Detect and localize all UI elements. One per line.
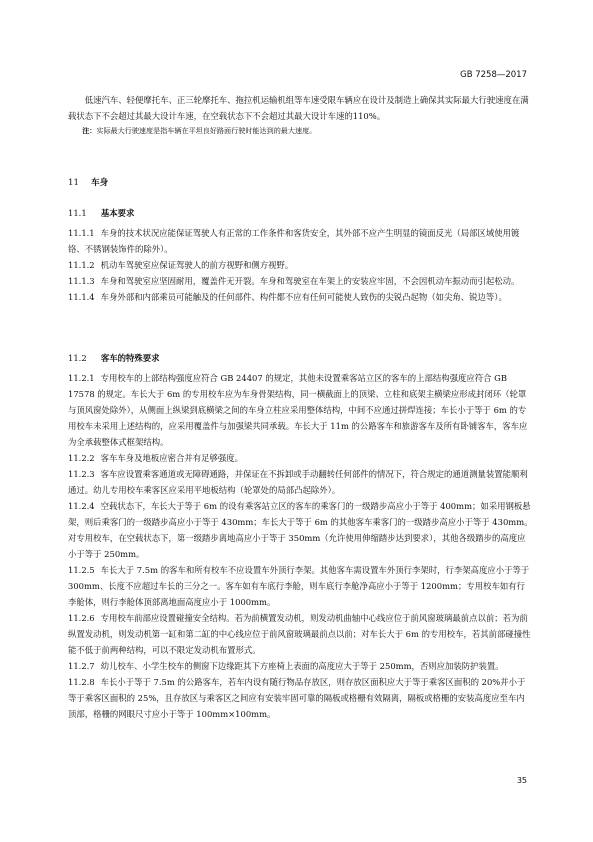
clause-11-2-5: 11.2.5 车长大于 7.5m 的客车和所有校车不应设置车外顶行李架。其他客车需设置车外顶行李架时，行李架高度应小于等于 300mm、长度不应超过车长的三分之一。客车如有车底行李舱，则车底行李舱净高应小于等于 1200mm；专用校车如有行李舱体，则行李舱体顶部离地面高度应小于 1000mm。 <box>68 565 530 607</box>
clause-11-2-4: 11.2.4 空载状态下，车长大于等于 6m 的设有乘客站立区的客车的乘客门的一级踏步高应小于等于 400mm；如采用钢板悬架，则后乘客门的一级踏步高应小于等于 430mm；车长大于等于 6m 的其他客车乘客门的一级踏步高应小于等于 430mm。对专用校车，在空载状态下，第一级踏步离地高应小于等于 350mm（允许使用伸缩踏步达到要求），其他各级踏步的高度应小于等于 250mm。 <box>68 501 533 559</box>
clause-11-1-1: 11.1.1 车身的技术状况应能保证驾驶人有正常的工作条件和客货安全，其外部不应产生明显的镜面反光（局部区域使用镀铬、不锈钢装饰件的除外）。 <box>68 228 520 254</box>
subsection-heading-basic <box>68 207 134 219</box>
clauses-bus <box>68 370 533 722</box>
subsection-number: 11.2 <box>68 353 87 363</box>
section-heading <box>68 176 108 188</box>
note <box>68 124 533 138</box>
subsection-heading-bus <box>68 352 160 364</box>
standard-number: GB 7258—2017 <box>460 70 527 80</box>
clause-11-1-2: 11.1.2 机动车驾驶室应保证驾驶人的前方视野和侧方视野。 <box>68 260 294 270</box>
intro-paragraph: 低速汽车、轻便摩托车、正三轮摩托车、拖拉机运输机组等车速受限车辆应在设计及制造上确保其实际最大行驶速度在满载状态下不会超过其最大设计车速，在空载状态下不会超过其最大设计车速的110%。 <box>68 95 529 121</box>
subsection-title: 客车的特殊要求 <box>100 353 160 363</box>
clause-11-2-1: 11.2.1 专用校车的上部结构强度应符合 GB 24407 的规定，其他未设置乘客站立区的客车的上部结构强度应符合 GB 17578 的规定。车长大于 6m 的专用校车应为车身骨架结构，同一横截面上的顶梁、立柱和底架主横梁应形成封闭环（轮罩与顶风窗处除外），从侧面上纵梁到底横梁之间的车身立柱应采用整体结构，中间不应通过拼焊连接；车长小于等于 6m 的专用校车未采用上述结构的，应采用覆盖件与加强梁共同承载。车长大于 11m 的公路客车和旅游客车及所有卧铺客车，客车应为全承载整体式框架结构。 <box>68 373 528 447</box>
clause-11-1-3: 11.1.3 车身和驾驶室应坚固耐用，覆盖件无开裂。车身和驾驶室在车架上的安装应牢固，不会因机动车振动而引起松动。 <box>68 276 520 286</box>
clause-11-1-4: 11.1.4 车身外部和内部乘员可能触及的任何部件、构件都不应有任何可能使人致伤的尖锐凸起物（如尖角、锐边等）。 <box>68 292 507 302</box>
page-number: 35 <box>516 776 527 785</box>
clauses-basic <box>68 225 533 305</box>
note-text: 实际最大行驶速度是指车辆在平坦良好路面行驶时能达到的最大速度。 <box>96 126 317 135</box>
clause-11-2-3: 11.2.3 客车应设置乘客通道或无障碍通路，并保证在不拆卸或手动翻转任何部件的情况下，符合规定的通道测量装置能顺利通过。幼儿专用校车乘客区应采用平地板结构（轮罩处的局部凸起除外）。 <box>68 469 528 495</box>
subsection-title: 基本要求 <box>100 208 135 218</box>
subsection-number: 11.1 <box>68 208 87 218</box>
clause-11-2-8: 11.2.8 车长小于等于 7.5m 的公路客车，若车内设有随行物品存放区，则存放区面积应大于等于乘客区面积的 20%并小于等于乘客区面积的 25%，且存放区与乘客区之间应有安装牢固可靠的隔板或格栅有效隔离，隔板或格栅的安装高度应至车内顶部，格栅的网眼尺寸应小于等于 100mm×100mm。 <box>68 677 526 719</box>
section-title: 车身 <box>91 178 109 188</box>
section-number: 11 <box>68 178 79 188</box>
intro-block <box>68 92 533 138</box>
clause-11-2-2: 11.2.2 客车车身及地板应密合并有足够强度。 <box>68 453 244 463</box>
clause-11-2-6: 11.2.6 专用校车前部应设置碰撞安全结构。若为前横置发动机，则发动机曲轴中心线应位于前风窗玻璃最前点以前；若为前纵置发动机，则发动机第一缸和第二缸的中心线应位于前风窗玻璃最前点以前；对车长大于 6m 的专用校车，若其前部碰撞性能不低于前两种结构，可以不限定发动机布置形式。 <box>68 613 531 655</box>
note-label: 注： <box>82 126 97 135</box>
clause-11-2-7: 11.2.7 幼儿校车、小学生校车的侧窗下边缘距其下方座椅上表面的高度应大于等于 250mm，否则应加装防护装置。 <box>68 661 504 671</box>
